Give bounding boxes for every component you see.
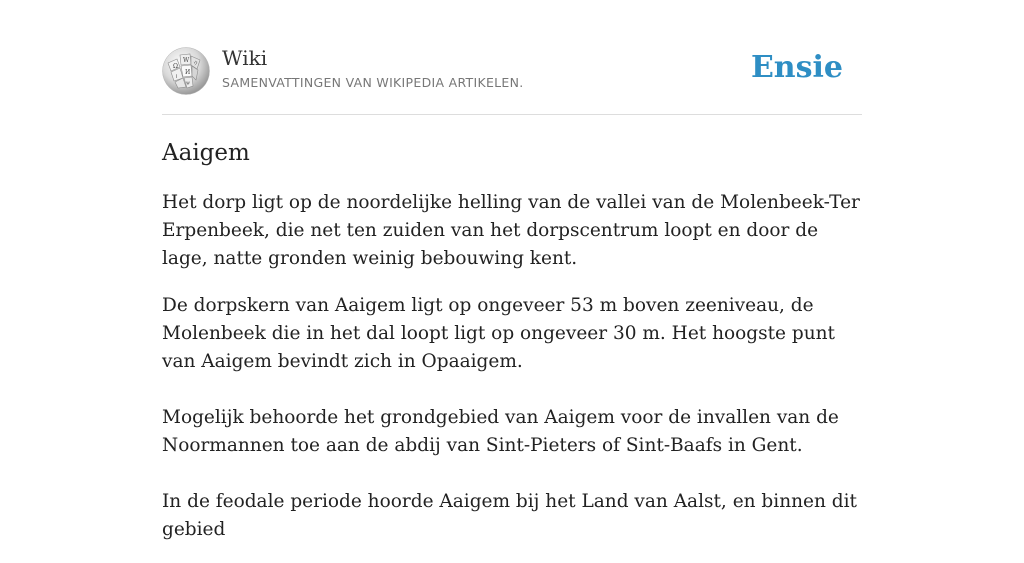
article-paragraph: Mogelijk behoorde het grondgebied van Aaigem voor de invallen van de Noormannen toe aan de abdij van Sint-Pieters of Sint-Baafs in Gent.: [162, 407, 839, 456]
svg-text:ψ: ψ: [186, 80, 190, 86]
wikipedia-globe-icon[interactable]: [162, 47, 210, 95]
article-paragraph: De dorpskern van Aaigem ligt op ongeveer 53 m boven zeeniveau, de Molenbeek die in het dal loopt ligt op ongeveer 30 m. Het hoogste punt van Aaigem bevindt zich in Opaaigem.: [162, 295, 835, 372]
site-title[interactable]: Wiki: [222, 46, 268, 70]
svg-text:W: W: [183, 57, 190, 64]
article-paragraph: In de feodale periode hoorde Aaigem bij het Land van Aalst, en binnen dit gebied: [162, 491, 857, 540]
svg-text:И: И: [185, 69, 191, 76]
brand-logo[interactable]: Ensie: [750, 50, 843, 85]
article-body: [162, 189, 862, 563]
wikipedia-globe-icon-graphic: [162, 47, 210, 95]
svg-text:ウ: ウ: [193, 61, 199, 67]
site-header: [162, 0, 862, 115]
site-subtitle: SAMENVATTINGEN VAN WIKIPEDIA ARTIKELEN.: [222, 75, 524, 90]
svg-text:ا: ا: [176, 74, 178, 80]
article-paragraph: Het dorp ligt op de noordelijke helling van de vallei van de Molenbeek-Ter Erpenbeek, die net ten zuiden van het dorpscentrum loopt en door de lage, natte gronden weinig bebouwing kent.: [162, 192, 860, 269]
svg-text:Ω: Ω: [173, 63, 178, 70]
article-title: Aaigem: [162, 140, 250, 166]
page: [162, 0, 862, 540]
